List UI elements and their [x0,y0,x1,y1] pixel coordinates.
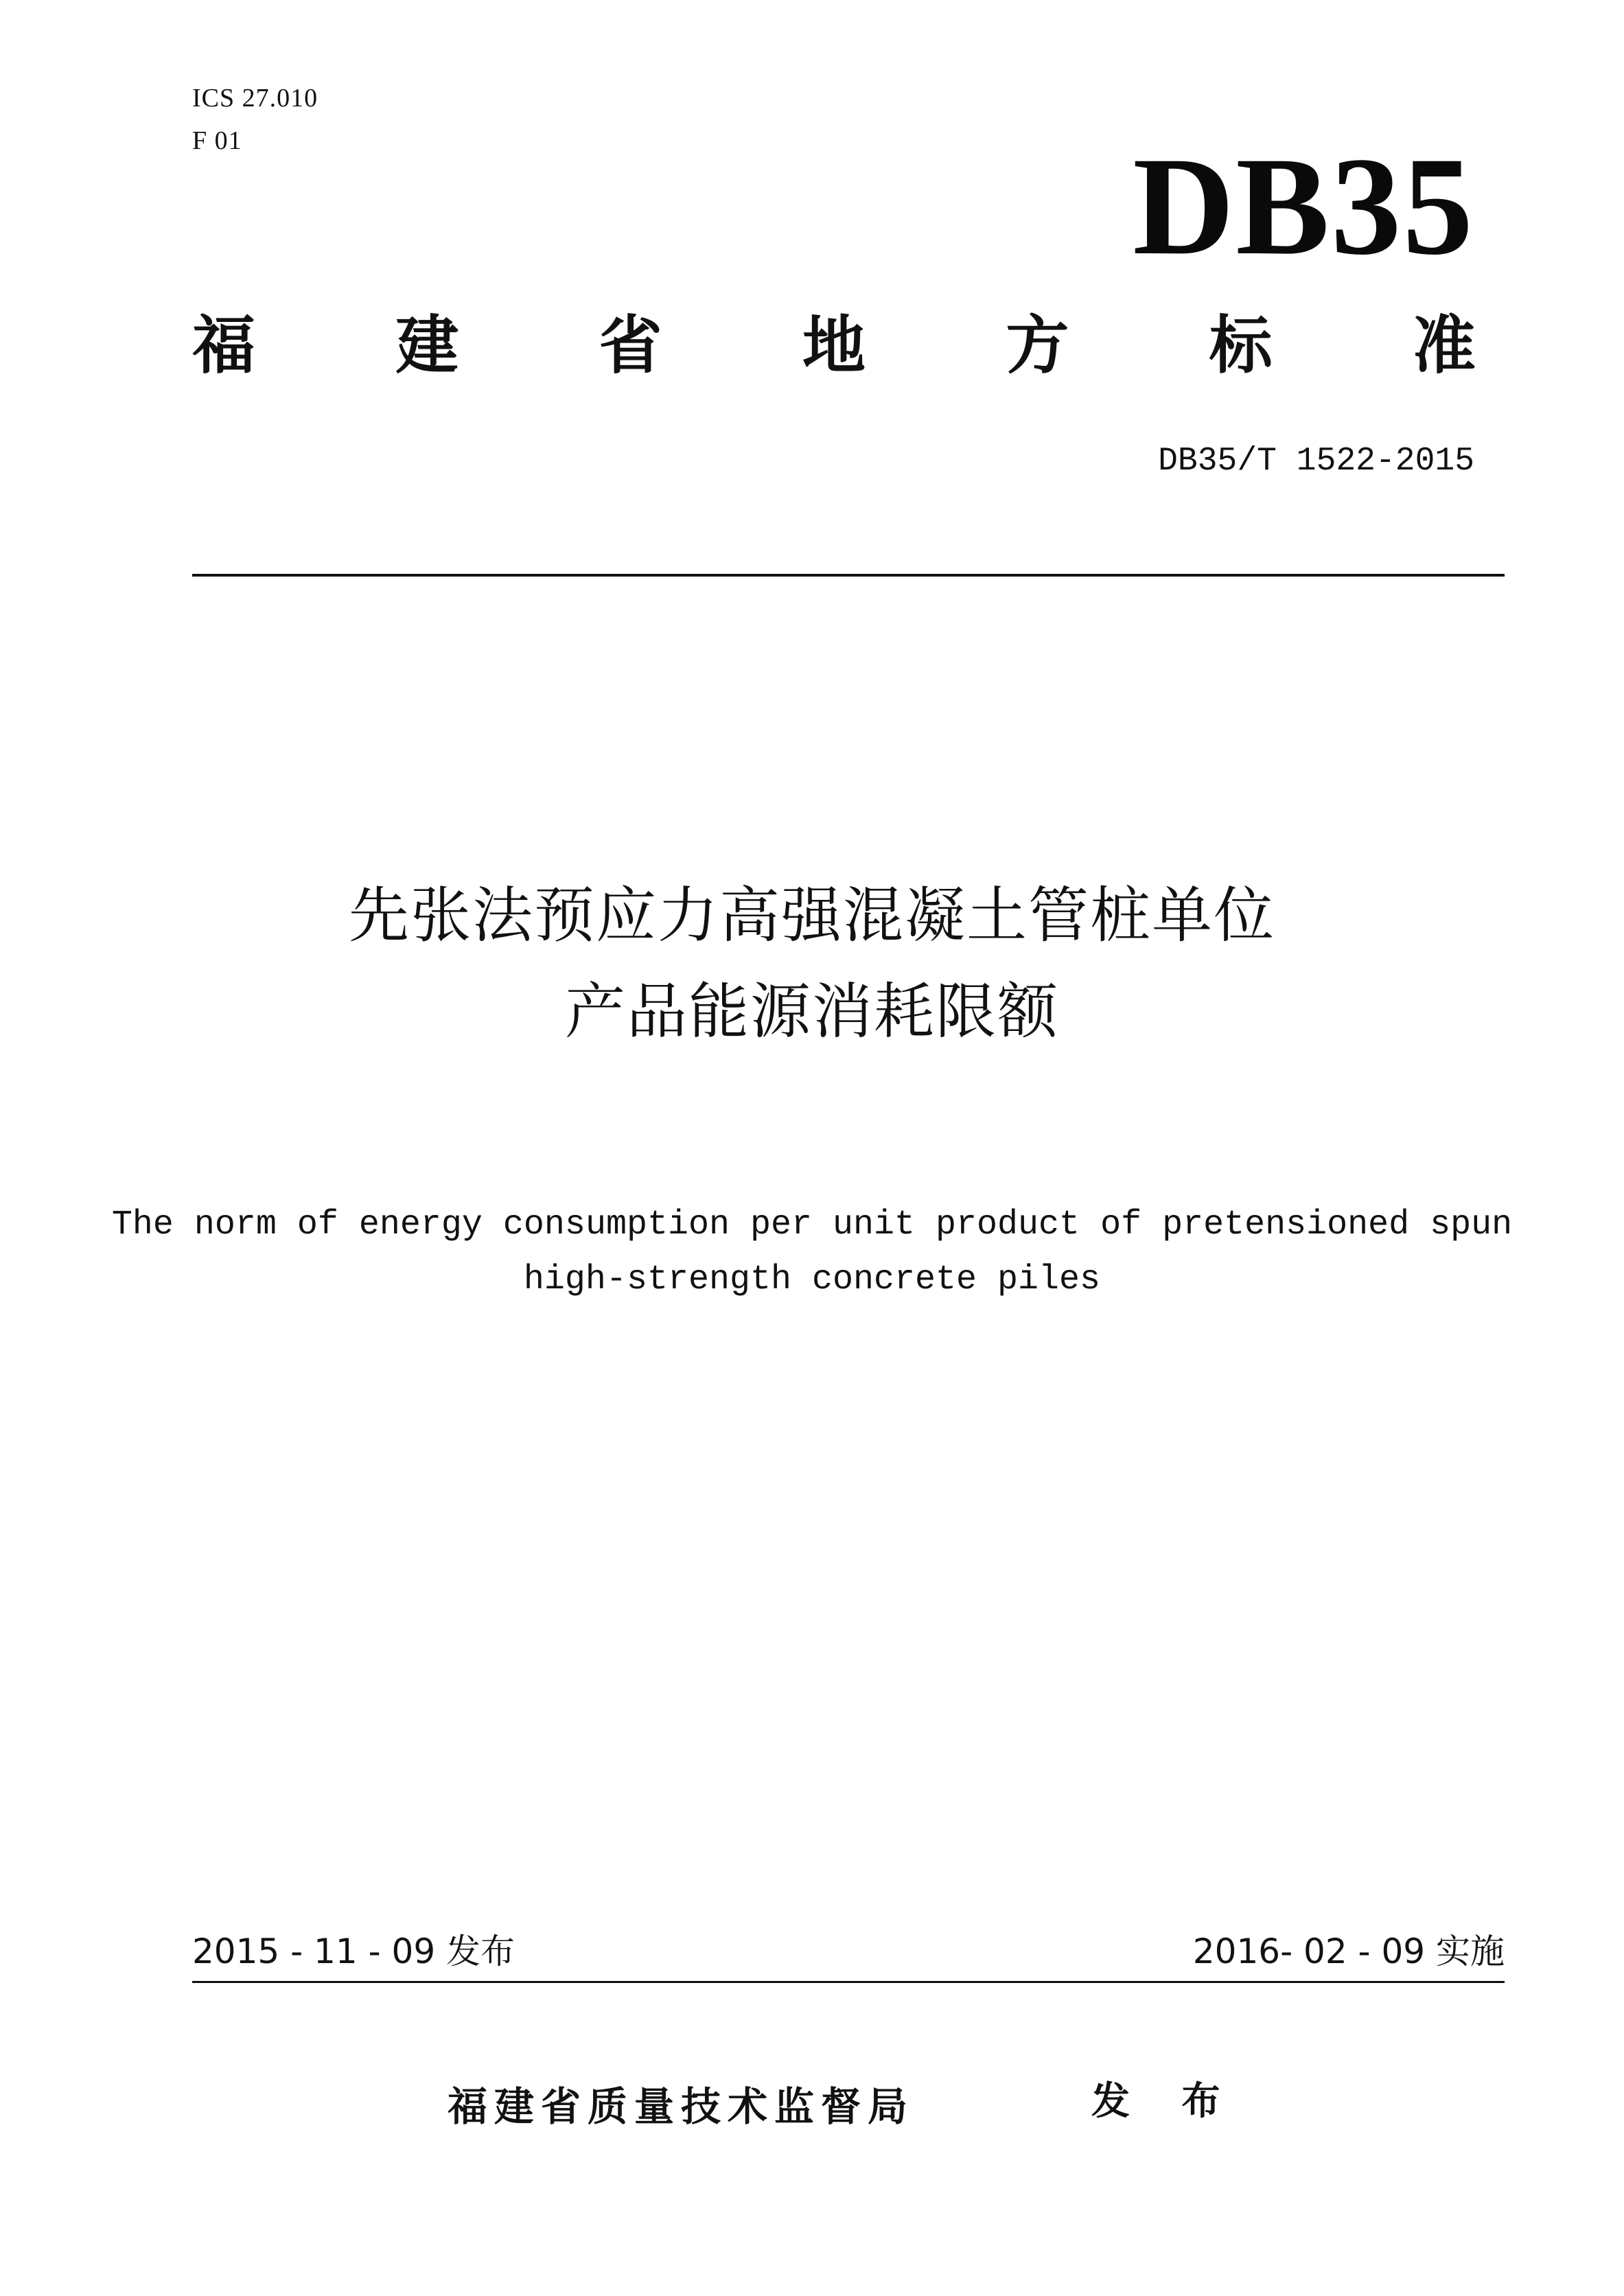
ccs-code: F 01 [192,126,242,155]
title-en-line-2: high-strength concrete piles [523,1260,1101,1299]
standard-mark: DB35 [1133,128,1474,284]
bottom-divider [192,1981,1505,1983]
standard-number: DB35/T 1522-2015 [1158,443,1474,480]
title-en-line-1: The norm of energy consumption per unit product of pretensioned spun [111,1205,1513,1244]
title-zh-line-1: 先张法预应力高强混凝土管桩单位 [348,880,1275,951]
standard-type-char: 标 [1209,309,1273,382]
standard-type-title [192,309,1476,382]
ics-code: ICS 27.010 [192,84,318,113]
standard-type-char: 福 [192,309,256,382]
publish-label: 发 布 [1091,2079,1240,2124]
standard-type-char: 省 [599,309,662,382]
title-zh-line-2: 产品能源消耗限额 [564,976,1059,1047]
top-divider [192,574,1505,577]
standard-type-char: 准 [1412,309,1476,382]
issue-date: 2015 - 11 - 09 发布 [192,1932,515,1971]
standard-type-char: 建 [395,309,459,382]
issuing-authority: 福建省质量技术监督局 [448,2083,915,2130]
standard-type-char: 地 [802,309,866,382]
implementation-date: 2016- 02 - 09 实施 [1192,1932,1505,1971]
standard-type-char: 方 [1006,309,1069,382]
